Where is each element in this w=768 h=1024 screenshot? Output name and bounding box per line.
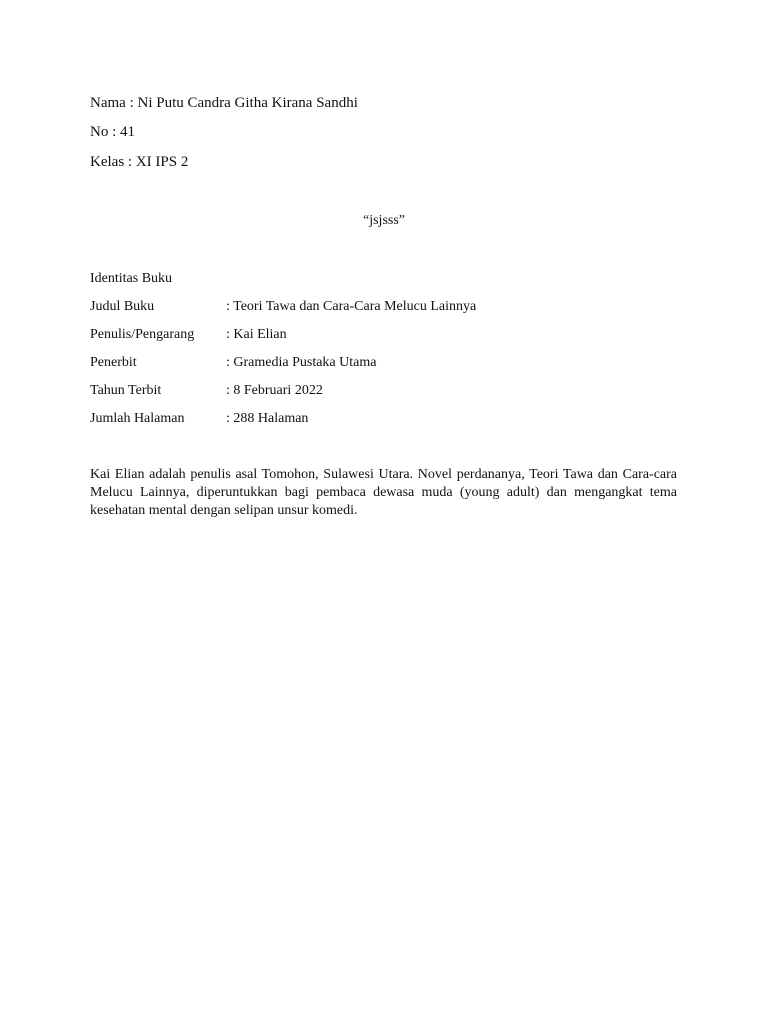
- document-title: [0, 212, 768, 230]
- identity-value: : 8 Februari 2022: [226, 383, 323, 398]
- document-title-text: “jsjsss”: [363, 213, 405, 228]
- identity-key: Jumlah Halaman: [90, 411, 185, 426]
- identity-key: Tahun Terbit: [90, 383, 162, 398]
- identity-key: Penerbit: [90, 355, 137, 370]
- identity-value: : Teori Tawa dan Cara-Cara Melucu Lainnya: [226, 299, 477, 314]
- identity-row-year: [90, 382, 690, 400]
- identity-row-pages: [90, 410, 690, 428]
- identity-value: : 288 Halaman: [226, 411, 309, 426]
- identity-row-author: [90, 326, 690, 344]
- identity-key: Judul Buku: [90, 299, 155, 314]
- identity-row-title: [90, 298, 690, 316]
- identity-value: : Gramedia Pustaka Utama: [226, 355, 377, 370]
- student-number: No : 41: [90, 124, 135, 140]
- identity-row-publisher: [90, 354, 690, 372]
- identity-heading: Identitas Buku: [90, 271, 173, 286]
- student-name: Nama : Ni Putu Candra Githa Kirana Sandhi: [90, 95, 358, 111]
- identity-value: : Kai Elian: [226, 327, 287, 342]
- identity-key: Penulis/Pengarang: [90, 327, 195, 342]
- student-class: Kelas : XI IPS 2: [90, 154, 189, 170]
- author-paragraph: Kai Elian adalah penulis asal Tomohon, Sulawesi Utara. Novel perdananya, Teori Tawa dan Cara-cara Melucu Lainnya, diperuntukkan bagi pembaca dewasa muda (young adult) dan mengangkat tema kesehatan mental dengan selipan unsur komedi.: [90, 467, 677, 518]
